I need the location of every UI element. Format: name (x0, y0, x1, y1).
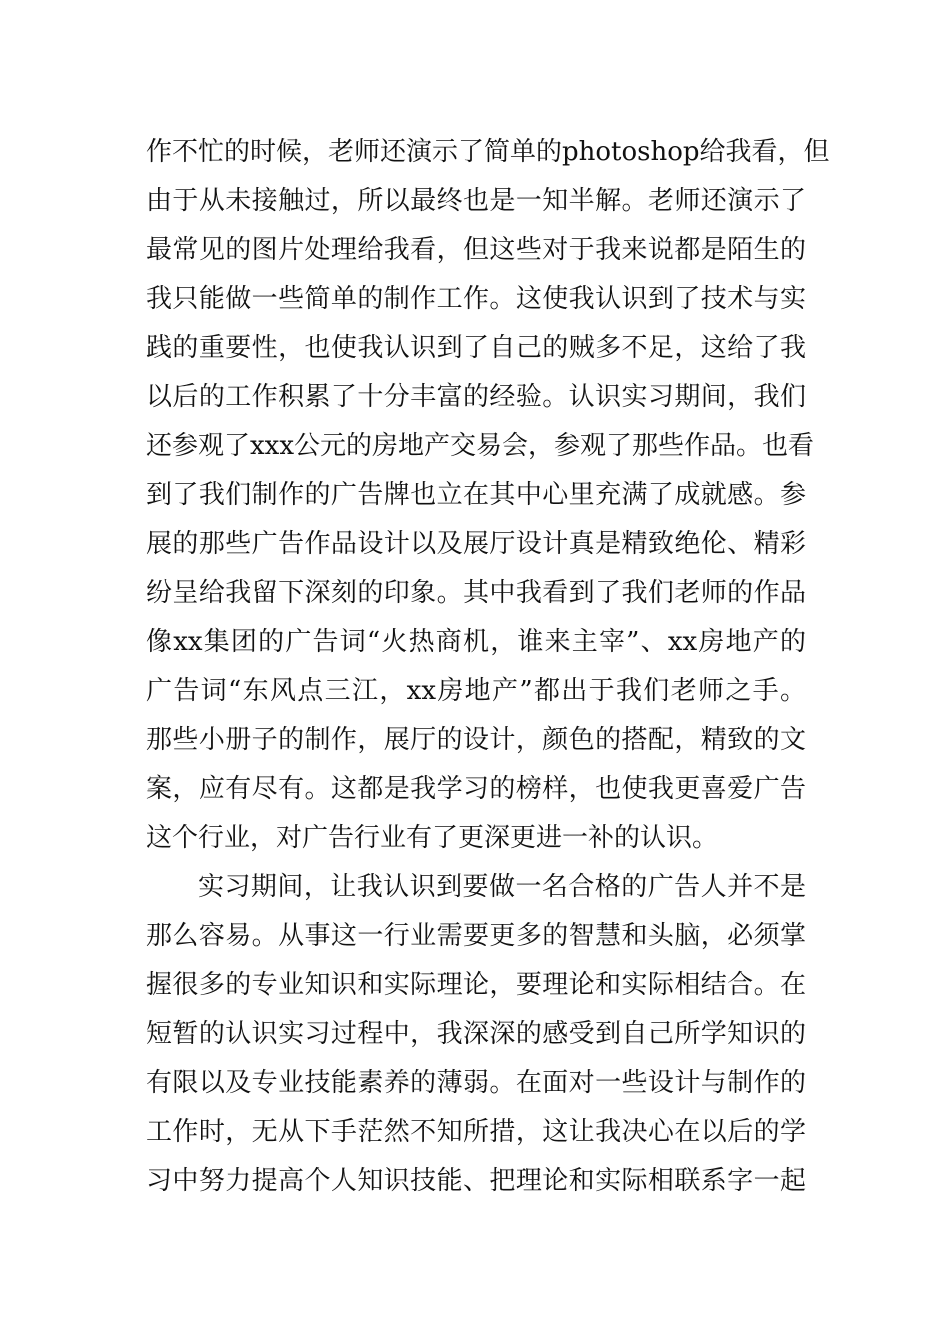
text-line: 践的重要性，也使我认识到了自己的贼多不足，这给了我 (146, 333, 806, 363)
text-line: 有限以及专业技能素养的薄弱。在面对一些设计与制作的 (146, 1068, 806, 1098)
text-line: 到了我们制作的广告牌也立在其中心里充满了成就感。参 (146, 480, 806, 510)
text-line: 工作时，无从下手茫然不知所措，这让我决心在以后的学 (146, 1117, 806, 1147)
text-line: 广告词“东风点三江，xx房地产”都出于我们老师之手。 (146, 676, 806, 706)
text-line: 那些小册子的制作，展厅的设计，颜色的搭配，精致的文 (146, 725, 806, 755)
text-line: 这个行业，对广告行业有了更深更进一补的认识。 (146, 823, 719, 853)
text-line: 纷呈给我留下深刻的印象。其中我看到了我们老师的作品 (146, 578, 806, 608)
text-line: 我只能做一些简单的制作工作。这使我认识到了技术与实 (146, 284, 806, 314)
paragraph-first-line: 实习期间，让我认识到要做一名合格的广告人并不是 (198, 872, 806, 902)
text-line: 最常见的图片处理给我看，但这些对于我来说都是陌生的 (146, 235, 806, 265)
text-line: 短暂的认识实习过程中，我深深的感受到自己所学知识的 (146, 1019, 806, 1049)
text-line: 案，应有尽有。这都是我学习的榜样，也使我更喜爱广告 (146, 774, 806, 804)
text-line: 握很多的专业知识和实际理论，要理论和实际相结合。在 (146, 970, 806, 1000)
text-line: 由于从未接触过，所以最终也是一知半解。老师还演示了 (146, 186, 806, 216)
text-line: 像xx集团的广告词“火热商机，谁来主宰”、xx房地产的 (146, 627, 806, 657)
text-line: 习中努力提高个人知识技能、把理论和实际相联系字一起 (146, 1166, 806, 1196)
text-line: 作不忙的时候，老师还演示了简单的photoshop给我看，但 (146, 137, 830, 167)
text-line: 还参观了xxx公元的房地产交易会，参观了那些作品。也看 (146, 431, 814, 461)
text-line: 那么容易。从事这一行业需要更多的智慧和头脑，必须掌 (146, 921, 806, 951)
text-line: 以后的工作积累了十分丰富的经验。认识实习期间，我们 (146, 382, 806, 412)
body-text (146, 128, 830, 1206)
text-line: 展的那些广告作品设计以及展厅设计真是精致绝伦、精彩 (146, 529, 806, 559)
